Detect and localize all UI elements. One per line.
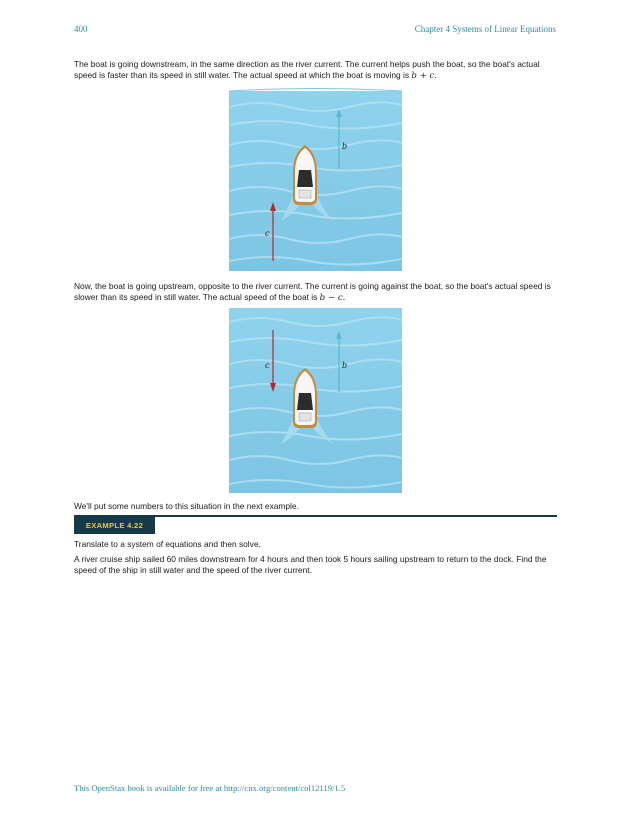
paragraph-downstream-text: The boat is going downstream, in the same direction as the river current. The current helps push the boat, so the boat's actual speed is faster than its speed in still water. The actual speed at which the boat is moving is — [74, 59, 540, 81]
downstream-illustration — [229, 87, 402, 271]
footer-note: This OpenStax book is available for free at http://cnx.org/content/col12119/1.5 — [74, 783, 346, 793]
figure-boat-downstream — [229, 87, 402, 271]
chapter-title: Chapter 4 Systems of Linear Equations — [414, 24, 556, 34]
expression-b-minus-c: b − c. — [319, 293, 346, 304]
example-instruction: Translate to a system of equations and then solve. — [74, 539, 261, 549]
arrow-c-label: c — [265, 361, 270, 370]
arrow-b-label: b — [342, 142, 348, 151]
arrow-b-label: b — [342, 361, 348, 370]
paragraph-upstream — [74, 281, 558, 305]
paragraph-next-example: We'll put some numbers to this situation in the next example. — [74, 501, 299, 511]
paragraph-upstream-text: Now, the boat is going upstream, opposite to the river current. The current is going against the boat, so the boat's actual speed is slower than its speed in still water. The actual speed of the boat is — [74, 281, 551, 303]
example-label: EXAMPLE 4.22 — [74, 517, 155, 534]
paragraph-downstream — [74, 59, 558, 83]
expression-b-plus-c: b + c. — [411, 71, 438, 82]
upstream-illustration — [229, 308, 402, 493]
arrow-c-label: c — [265, 229, 270, 238]
page-number: 400 — [74, 24, 88, 34]
example-problem: A river cruise ship sailed 60 miles downstream for 4 hours and then took 5 hours sailing upstream to return to the dock. Find the speed of the ship in still water and the speed of the river current. — [74, 554, 547, 576]
figure-boat-upstream — [229, 308, 402, 493]
